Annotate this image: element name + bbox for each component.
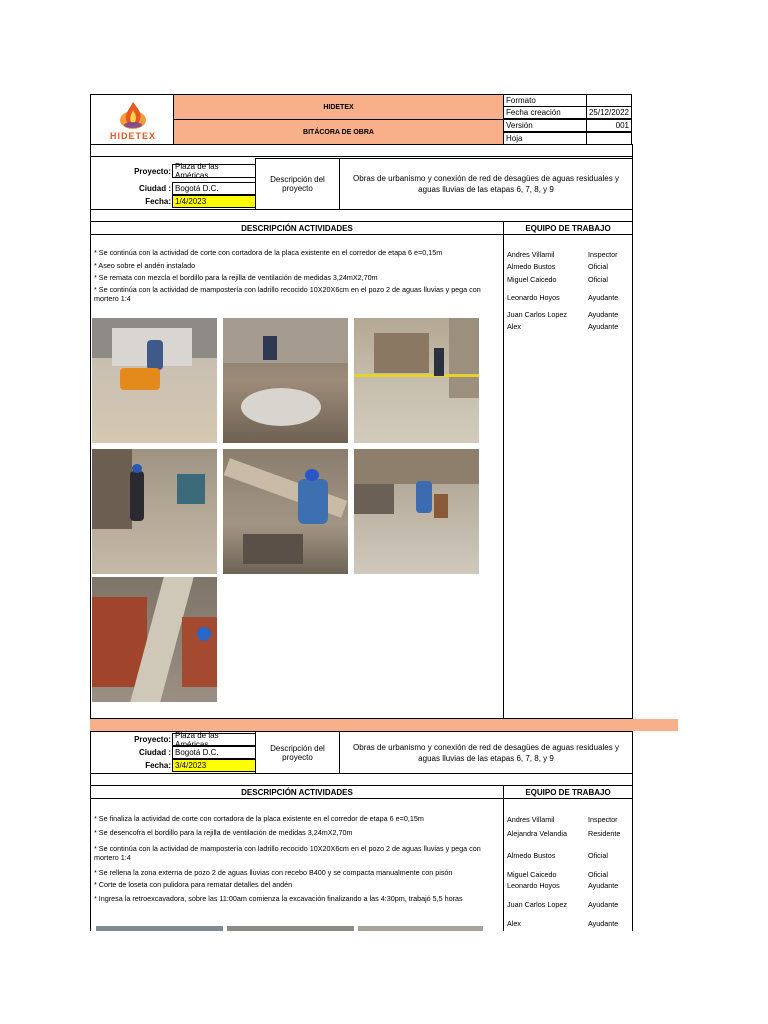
entry1-proyecto-label: Proyecto: xyxy=(134,166,171,176)
entry2-fecha-value: 3/4/2023 xyxy=(172,759,256,772)
site-photo-cutting xyxy=(92,318,217,443)
entry2-team-role: Ayudante xyxy=(588,881,619,890)
entry2-proyecto-label: Proyecto: xyxy=(134,735,171,744)
site-photo-corridor xyxy=(354,318,479,443)
entry2-desc-label: Descripción del proyecto xyxy=(255,731,340,774)
entry2-fecha-label: Fecha: xyxy=(145,761,171,770)
entry2-team-role: Oficial xyxy=(588,870,608,879)
entry-separator xyxy=(90,719,678,731)
doc-title: BITÁCORA DE OBRA xyxy=(173,119,504,145)
company-name: HIDETEX xyxy=(173,94,504,120)
entry2-team-name: Almedo Bustos xyxy=(507,851,556,860)
entry1-team-name: Alex xyxy=(507,322,521,331)
logo-cell xyxy=(90,94,174,145)
meta-value-fecha-creacion: 25/12/2022 xyxy=(586,106,632,119)
entry2-activity-item: * Se desencofra el bordillo para la rejilla de ventilación de medidas 3,24mX2,70m xyxy=(94,828,353,837)
entry2-team-role: Residente xyxy=(588,829,621,838)
page-bottom-mask xyxy=(0,931,768,1024)
entry1-team-name: Almedo Bustos xyxy=(507,262,556,271)
entry1-team-name: Miguel Caicedo xyxy=(507,275,557,284)
entry1-activity-item: * Se remata con mezcla el bordillo para la rejilla de ventilación de medidas 3,24mX2,70m xyxy=(94,273,378,282)
meta-label-formato: Formato xyxy=(503,94,587,107)
site-photo-trench xyxy=(354,449,479,574)
entry1-team-name: Andres Villamil xyxy=(507,250,555,259)
entry1-desc-value: Obras de urbanismo y conexión de red de desagües de aguas residuales y aguas lluvias de las etapas 6, 7, 8, y 9 xyxy=(339,158,633,210)
meta-label-hoja: Hoja xyxy=(503,132,587,145)
entry2-team-role: Ayudante xyxy=(588,900,619,909)
flame-logo-icon xyxy=(113,98,153,132)
entry1-fecha-value: 1/4/2023 xyxy=(172,195,256,208)
entry1-desc-label: Descripción del proyecto xyxy=(255,158,340,210)
entry2-team-name: Leonardo Hoyos xyxy=(507,881,560,890)
entry1-team-role: Ayudante xyxy=(588,293,619,302)
entry1-team-header: EQUIPO DE TRABAJO xyxy=(503,222,633,235)
entry2-activity-item: * Se rellena la zona externa de pozo 2 de aguas lluvias con recebo B400 y se compacta manualmente con pisón xyxy=(94,868,453,877)
entry1-team-name: Leonardo Hoyos xyxy=(507,293,560,302)
entry1-activity-item: * Se continúa con la actividad de mampostería con ladrillo recocido 10X20X6cm en el pozo 2 de aguas lluvias y pega con mortero 1:4 xyxy=(94,285,481,303)
entry2-team-role: Oficial xyxy=(588,851,608,860)
entry1-ciudad-value: Bogotá D.C. xyxy=(172,182,256,195)
entry1-team-role: Oficial xyxy=(588,275,608,284)
entry1-team-role: Ayudante xyxy=(588,310,619,319)
entry1-team-role: Ayudante xyxy=(588,322,619,331)
entry2-ciudad-label: Ciudad : xyxy=(139,748,171,757)
entry2-team-role: Inspector xyxy=(588,815,618,824)
entry2-team-name: Alex xyxy=(507,919,521,928)
entry2-team-name: Miguel Caicedo xyxy=(507,870,557,879)
entry2-activity-item: * Ingresa la retroexcavadora, sobre las 11:00am comienza la excavación finalizando a las 4:30pm, trabajó 5,5 horas xyxy=(94,894,463,903)
entry1-activity-item: * Aseo sobre el andén instalado xyxy=(94,261,196,270)
entry1-activity-item: * Se continúa con la actividad de corte con cortadora de la placa existente en el corredor de etapa 6 e=0,15m xyxy=(94,248,443,257)
entry2-proyecto-value: Plaza de las Américas xyxy=(172,733,256,746)
entry2-activities-header: DESCRIPCIÓN ACTIVIDADES xyxy=(90,786,504,799)
entry2-ciudad-value: Bogotá D.C. xyxy=(172,746,256,759)
meta-value-version: 001 xyxy=(586,119,632,132)
entry2-desc-value: Obras de urbanismo y conexión de red de desagües de aguas residuales y aguas lluvias de las etapas 6, 7, 8, y 9 xyxy=(339,731,633,774)
entry1-fecha-label: Fecha: xyxy=(145,197,171,206)
entry2-team-name: Juan Carlos Lopez xyxy=(507,900,567,909)
entry1-activities-header: DESCRIPCIÓN ACTIVIDADES xyxy=(90,222,504,235)
entry2-activity-item: * Se finaliza la actividad de corte con cortadora de la placa existente en el corredor de etapa 6 e=0,15m xyxy=(94,814,424,823)
entry2-activity-item: * Corte de loseta con pulidora para rematar detalles del andén xyxy=(94,880,293,889)
entry1-ciudad-label: Ciudad : xyxy=(139,184,171,193)
entry1-team-name: Juan Carlos Lopez xyxy=(507,310,567,319)
site-photo-brickwork xyxy=(223,449,348,574)
entry2-team-header: EQUIPO DE TRABAJO xyxy=(503,786,633,799)
meta-label-version: Versión xyxy=(503,119,587,132)
entry1-team-role: Oficial xyxy=(588,262,608,271)
entry1-team-role: Inspector xyxy=(588,250,618,259)
site-photo-worker-walking xyxy=(92,449,217,574)
entry2-team-role: Ayudante xyxy=(588,919,619,928)
entry2-team-name: Alejandra Velandia xyxy=(507,829,567,838)
site-photo-manhole xyxy=(92,577,217,702)
entry2-team-name: Andres Villamil xyxy=(507,815,555,824)
logo-text: HIDETEX xyxy=(109,131,156,141)
site-photo-concrete xyxy=(223,318,348,443)
entry1-proyecto-value: Plaza de las Américas xyxy=(172,164,256,178)
meta-label-fecha-creacion: Fecha creación xyxy=(503,106,587,119)
entry2-activity-item: * Se continúa con la actividad de mampostería con ladrillo recocido 10X20X6cm en el pozo 2 de aguas lluvias y pega con mortero 1:4 xyxy=(94,844,481,862)
